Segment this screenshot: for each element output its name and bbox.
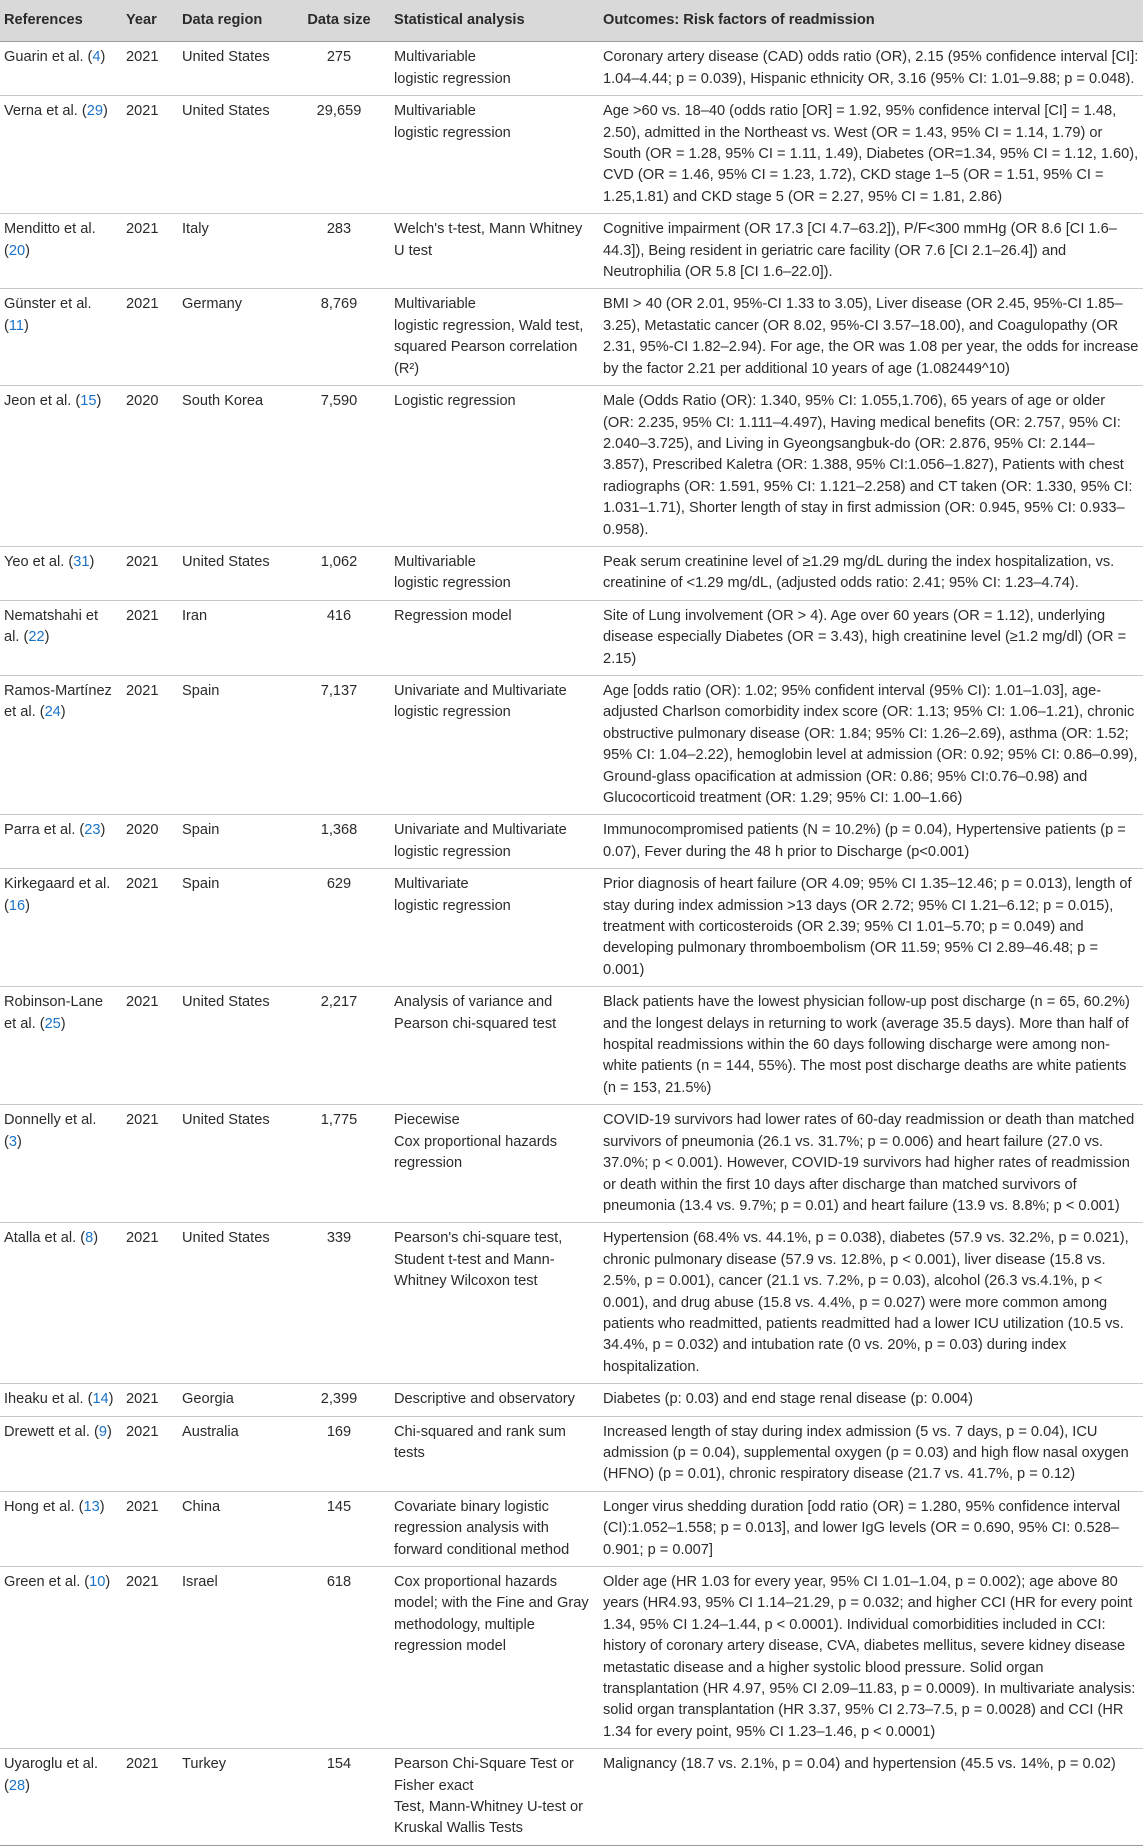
data-size-cell: 275 — [290, 42, 390, 96]
data-size-cell: 283 — [290, 214, 390, 289]
table-header — [0, 0, 1143, 42]
header-statistical-analysis: Statistical analysis — [390, 0, 599, 42]
table-row — [0, 1749, 1143, 1846]
data-region-cell: United States — [178, 42, 290, 96]
year-cell: 2021 — [122, 1567, 178, 1749]
reference-tail: ) — [100, 49, 106, 66]
reference-tail: ) — [102, 103, 108, 120]
data-size-cell: 2,217 — [290, 987, 390, 1105]
data-size-cell: 7,137 — [290, 675, 390, 814]
citation-link[interactable]: 4 — [92, 49, 101, 66]
reference-tail: ) — [100, 822, 106, 839]
header-data-region: Data region — [178, 0, 290, 42]
citation-link[interactable]: 10 — [89, 1574, 106, 1590]
reference-tail: ) — [108, 1391, 114, 1408]
statistical-analysis-cell: Cox proportional hazards model; with the Fine and Gray methodology, multiple regression model — [390, 1567, 599, 1749]
data-size-cell: 2,399 — [290, 1384, 390, 1416]
statistical-analysis-cell: Univariate and Multivariate logistic regression — [390, 815, 599, 869]
year-cell: 2020 — [122, 815, 178, 869]
reference-cell — [0, 1749, 122, 1846]
year-cell: 2021 — [122, 600, 178, 675]
statistical-analysis-cell: Pearson Chi-Square Test or Fisher exact Test, Mann-Whitney U-test or Kruskal Wallis Tests — [390, 1749, 599, 1846]
table-row — [0, 815, 1143, 869]
reference-author: Menditto et al. ( — [4, 221, 96, 259]
header-row — [0, 0, 1143, 42]
table-row — [0, 1223, 1143, 1384]
data-size-cell: 416 — [290, 600, 390, 675]
reference-author: Robinson-Lane et al. ( — [4, 994, 103, 1032]
outcomes-cell: Longer virus shedding duration [odd ratio (OR) = 1.280, 95% confidence interval (CI):1.052–1.558; p = 0.013], and lower IgG levels (OR = 0.690, 95% CI: 0.528–0.901; p = 0.007] — [599, 1491, 1143, 1566]
reference-tail: ) — [89, 553, 95, 570]
citation-link[interactable]: 8 — [85, 1230, 94, 1247]
data-region-cell: United States — [178, 96, 290, 214]
citation-link[interactable]: 9 — [98, 1423, 108, 1440]
statistical-analysis-cell: Piecewise Cox proportional hazards regression — [390, 1105, 599, 1223]
header-outcomes: Outcomes: Risk factors of readmission — [599, 0, 1143, 42]
year-cell: 2021 — [122, 675, 178, 814]
data-size-cell: 29,659 — [290, 96, 390, 214]
statistical-analysis-cell: Multivariable logistic regression — [390, 546, 599, 600]
reference-cell — [0, 600, 122, 675]
table-row — [0, 1491, 1143, 1566]
year-cell: 2021 — [122, 1223, 178, 1384]
reference-author: Hong et al. ( — [4, 1498, 84, 1515]
outcomes-cell: Age >60 vs. 18–40 (odds ratio [OR] = 1.92, 95% confidence interval [CI] = 1.48, 2.50), admitted in the Northeast vs. West (OR = 1.43, 95% CI = 1.14, 1.79) or South (OR = 1.28, 95% CI = 1.11, 1.49), Diabetes (OR=1.34, 95% CI = 1.12, 1.60), CVD (OR = 1.46, 95% CI = 1.23, 1.72), CKD stage 1–5 (OR = 1.51, 95% CI = 1.25,1.81) and CKD stage 5 (OR = 2.27, 95% CI = 1.81, 2.86) — [599, 96, 1143, 214]
year-cell: 2020 — [122, 386, 178, 547]
data-region-cell: United States — [178, 1223, 290, 1384]
data-region-cell: Israel — [178, 1567, 290, 1749]
outcomes-cell: Site of Lung involvement (OR > 4). Age over 60 years (OR = 1.12), underlying disease especially Diabetes (OR = 3.43), high creatinine level (≥1.2 mg/dl) (OR = 2.15) — [599, 600, 1143, 675]
citation-link[interactable]: 3 — [8, 1133, 17, 1150]
reference-author: Jeon et al. ( — [4, 393, 81, 410]
statistical-analysis-cell: Univariate and Multivariate logistic regression — [390, 675, 599, 814]
data-region-cell: China — [178, 1491, 290, 1566]
year-cell: 2021 — [122, 1749, 178, 1846]
reference-author: Parra et al. ( — [4, 822, 85, 839]
statistical-analysis-cell: Multivariate logistic regression — [390, 869, 599, 987]
reference-tail: ) — [107, 1423, 112, 1440]
data-region-cell: Georgia — [178, 1384, 290, 1416]
table-row — [0, 675, 1143, 814]
reference-tail: ) — [24, 317, 29, 334]
data-size-cell: 618 — [290, 1567, 390, 1749]
reference-cell — [0, 1384, 122, 1416]
reference-author: Green et al. ( — [4, 1574, 90, 1590]
reference-cell — [0, 1567, 122, 1749]
statistical-analysis-cell: Pearson's chi-square test, Student t-test and Mann-Whitney Wilcoxon test — [390, 1223, 599, 1384]
table-row — [0, 1416, 1143, 1491]
citation-link[interactable]: 15 — [80, 393, 97, 410]
reference-cell — [0, 675, 122, 814]
citation-link[interactable]: 31 — [73, 553, 90, 570]
reference-tail: ) — [60, 1015, 66, 1032]
statistical-analysis-cell: Multivariable logistic regression, Wald test, squared Pearson correlation (R²) — [390, 289, 599, 386]
data-size-cell: 154 — [290, 1749, 390, 1846]
reference-cell — [0, 1416, 122, 1491]
table-row — [0, 96, 1143, 214]
reference-tail: ) — [25, 1777, 30, 1794]
reference-tail: ) — [25, 897, 30, 914]
reference-cell — [0, 1223, 122, 1384]
reference-cell — [0, 869, 122, 987]
table-body — [0, 42, 1143, 1845]
outcomes-cell: Older age (HR 1.03 for every year, 95% CI 1.01–1.04, p = 0.002); age above 80 years (HR4.93, 95% CI 1.14–21.29, p = 0.032; and higher CCI (HR for every point 1.34, 95% CI 1.24–1.44, p < 0.0001). Individual comorbidities included in CCI: history of coronary artery disease, CVA, diabetes mellitus, severe kidney disease metastatic disease and a higher systolic blood pressure. Solid organ transplantation (HR 4.97, 95% CI 2.09–11.83, p = 0.0009). In multivariate analysis: solid organ transplantation (HR 3.37, 95% CI 2.73–7.5, p = 0.0028) and CCI (HR 1.34 for every point, 95% CI 1.23–1.46, p < 0.0001) — [599, 1567, 1143, 1749]
reference-tail: ) — [96, 393, 102, 410]
data-region-cell: South Korea — [178, 386, 290, 547]
data-size-cell: 339 — [290, 1223, 390, 1384]
data-region-cell: Spain — [178, 815, 290, 869]
table-row — [0, 386, 1143, 547]
statistical-analysis-cell: Multivariable logistic regression — [390, 96, 599, 214]
reference-author: Kirkegaard et al. ( — [4, 876, 111, 914]
reference-tail: ) — [99, 1498, 105, 1515]
statistical-analysis-cell: Covariate binary logistic regression analysis with forward conditional method — [390, 1491, 599, 1566]
data-size-cell: 1,062 — [290, 546, 390, 600]
reference-author: Drewett et al. ( — [4, 1423, 99, 1440]
year-cell: 2021 — [122, 1384, 178, 1416]
table-row — [0, 1105, 1143, 1223]
citation-link[interactable]: 11 — [8, 317, 25, 334]
outcomes-cell: Hypertension (68.4% vs. 44.1%, p = 0.038), diabetes (57.9 vs. 32.2%, p = 0.021), chronic pulmonary disease (57.9 vs. 12.8%, p < 0.001), liver disease (15.8 vs. 2.5%, p = 0.001), cancer (21.1 vs. 7.2%, p = 0.03), alcohol (26.3 vs.4.1%, p < 0.001), and drug abuse (15.8 vs. 4.4%, p = 0.027) were more common among patients who readmitted, patients readmitted had a lower ICU utilization (10.5 vs. 34.4%, p = 0.032) and intubation rate (0 vs. 20%, p = 0.03) during index hospitalization. — [599, 1223, 1143, 1384]
year-cell: 2021 — [122, 1416, 178, 1491]
table-row — [0, 1384, 1143, 1416]
header-references: References — [0, 0, 122, 42]
citation-link[interactable]: 13 — [83, 1498, 100, 1515]
table-row — [0, 546, 1143, 600]
reference-author: Guarin et al. ( — [4, 49, 93, 66]
data-region-cell: Italy — [178, 214, 290, 289]
reference-tail: ) — [93, 1230, 99, 1247]
year-cell: 2021 — [122, 546, 178, 600]
statistical-analysis-cell: Regression model — [390, 600, 599, 675]
reference-tail: ) — [25, 242, 30, 259]
table-row — [0, 600, 1143, 675]
data-region-cell: Australia — [178, 1416, 290, 1491]
outcomes-cell: BMI > 40 (OR 2.01, 95%-CI 1.33 to 3.05), Liver disease (OR 2.45, 95%-CI 1.85–3.25), Metastatic cancer (OR 8.02, 95%-CI 3.57–18.00), and Coagulopathy (OR 2.31, 95%-CI 1.82–2.94). For age, the OR was 1.08 per year, the odds for increase by the factor 2.21 per additional 10 years of age (1.082449^10) — [599, 289, 1143, 386]
reference-cell — [0, 214, 122, 289]
reference-author: Uyaroglu et al. ( — [4, 1756, 99, 1794]
outcomes-cell: Peak serum creatinine level of ≥1.29 mg/dL during the index hospitalization, vs. creatinine of <1.29 mg/dL, (adjusted odds ratio: 2.41; 95% CI: 1.23–4.74). — [599, 546, 1143, 600]
year-cell: 2021 — [122, 96, 178, 214]
reference-cell — [0, 1105, 122, 1223]
outcomes-cell: COVID-19 survivors had lower rates of 60-day readmission or death than matched survivors of pneumonia (26.1 vs. 31.7%; p = 0.006) and heart failure (27.0 vs. 37.0%; p < 0.001). However, COVID-19 survivors had higher rates of readmission or death within the first 10 days after discharge than matched survivors of pneumonia (13.4 vs. 9.7%; p = 0.01) and heart failure (13.9 vs. 8.8%; p < 0.001) — [599, 1105, 1143, 1223]
header-data-size: Data size — [290, 0, 390, 42]
citation-link[interactable]: 16 — [8, 897, 26, 914]
reference-author: Verna et al. ( — [4, 103, 87, 120]
data-size-cell: 7,590 — [290, 386, 390, 547]
citation-link[interactable]: 14 — [92, 1391, 109, 1408]
data-region-cell: United States — [178, 1105, 290, 1223]
reference-author: Günster et al. ( — [4, 296, 92, 334]
citation-link[interactable]: 22 — [28, 629, 45, 646]
data-size-cell: 8,769 — [290, 289, 390, 386]
data-region-cell: Turkey — [178, 1749, 290, 1846]
reference-cell — [0, 386, 122, 547]
citation-link[interactable]: 24 — [44, 704, 61, 721]
table-row — [0, 42, 1143, 96]
citation-link[interactable]: 25 — [44, 1015, 61, 1032]
statistical-analysis-cell: Logistic regression — [390, 386, 599, 547]
reference-tail: ) — [17, 1133, 22, 1150]
data-region-cell: Germany — [178, 289, 290, 386]
reference-cell — [0, 289, 122, 386]
outcomes-cell: Cognitive impairment (OR 17.3 [CI 4.7–63.2]), P/F<300 mmHg (OR 8.6 [CI 1.6–44.3]), Being resident in geriatric care facility (OR 7.6 [CI 2.1–26.4]) and Neutrophilia (OR 5.8 [CI 1.6–22.0]). — [599, 214, 1143, 289]
outcomes-cell: Prior diagnosis of heart failure (OR 4.09; 95% CI 1.35–12.46; p = 0.013), length of stay during index admission >13 days (OR 2.72; 95% CI 1.21–6.12; p = 0.015), treatment with corticosteroids (OR 2.39; 95% CI 1.01–5.70; p = 0.049) and developing pulmonary thromboembolism (OR 11.59; 95% CI 2.89–46.48; p = 0.001) — [599, 869, 1143, 987]
statistical-analysis-cell: Welch's t-test, Mann Whitney U test — [390, 214, 599, 289]
data-size-cell: 629 — [290, 869, 390, 987]
statistical-analysis-cell: Analysis of variance and Pearson chi-squared test — [390, 987, 599, 1105]
reference-cell — [0, 815, 122, 869]
statistical-analysis-cell: Descriptive and observatory — [390, 1384, 599, 1416]
statistical-analysis-cell: Multivariable logistic regression — [390, 42, 599, 96]
citation-link[interactable]: 20 — [8, 242, 26, 259]
outcomes-cell: Age [odds ratio (OR): 1.02; 95% confident interval (95% CI): 1.01–1.03], age-adjusted Charlson comorbidity index score (OR: 1.13; 95% CI: 1.06–1.21), chronic obstructive pulmonary disease (OR: 1.84; 95% CI: 1.26–2.69), asthma (OR: 1.52; 95% CI: 1.04–2.22), hemoglobin level at admission (OR: 0.92; 95% CI: 0.86–0.99), Ground-glass opacification at admission (OR: 0.86; 95% CI:0.76–0.98) and Glucocorticoid treatment (OR: 1.29; 95% CI: 1.00–1.66) — [599, 675, 1143, 814]
year-cell: 2021 — [122, 987, 178, 1105]
citation-link[interactable]: 23 — [84, 822, 101, 839]
table-row — [0, 1567, 1143, 1749]
reference-cell — [0, 42, 122, 96]
citation-link[interactable]: 28 — [8, 1777, 26, 1794]
table-row — [0, 214, 1143, 289]
outcomes-cell: Male (Odds Ratio (OR): 1.340, 95% CI: 1.055,1.706), 65 years of age or older (OR: 2.235, 95% CI: 1.111–4.497), Having medical benefits (OR: 2.757, 95% CI: 2.040–3.725), and Living in Gyeongsangbuk-do (OR: 2.876, 95% CI: 2.144–3.857), Prescribed Kaletra (OR: 1.388, 95% CI:1.056–1.827), Patients with chest radiographs (OR: 1.591, 95% CI: 1.121–2.258) and CT taken (OR: 1.330, 95% CI: 1.031–1.71), Shorter length of stay in first admission (OR: 0.945, 95% CI: 0.933–0.958). — [599, 386, 1143, 547]
statistical-analysis-cell: Chi-squared and rank sum tests — [390, 1416, 599, 1491]
table-row — [0, 289, 1143, 386]
year-cell: 2021 — [122, 1105, 178, 1223]
outcomes-cell: Diabetes (p: 0.03) and end stage renal disease (p: 0.004) — [599, 1384, 1143, 1416]
outcomes-cell: Immunocompromised patients (N = 10.2%) (p = 0.04), Hypertensive patients (p = 0.07), Fever during the 48 h prior to Discharge (p<0.001) — [599, 815, 1143, 869]
reference-tail: ) — [105, 1574, 111, 1590]
year-cell: 2021 — [122, 869, 178, 987]
outcomes-cell: Coronary artery disease (CAD) odds ratio (OR), 2.15 (95% confidence interval [CI]: 1.04–4.44; p = 0.039), Hispanic ethnicity OR, 3.16 (95% CI: 1.01–9.88; p = 0.048). — [599, 42, 1143, 96]
data-region-cell: Iran — [178, 600, 290, 675]
data-region-cell: Spain — [178, 675, 290, 814]
reference-cell — [0, 96, 122, 214]
reference-author: Atalla et al. ( — [4, 1230, 86, 1247]
header-year: Year — [122, 0, 178, 42]
reference-author: Iheaku et al. ( — [4, 1391, 93, 1408]
data-size-cell: 145 — [290, 1491, 390, 1566]
outcomes-cell: Increased length of stay during index admission (5 vs. 7 days, p = 0.04), ICU admission (p = 0.04), supplemental oxygen (p = 0.03) and high flow nasal oxygen (HFNO) (p = 0.01), chronic respiratory disease (21.7 vs. 41.7%, p = 0.12) — [599, 1416, 1143, 1491]
reference-author: Yeo et al. ( — [4, 553, 74, 570]
reference-tail: ) — [60, 704, 66, 721]
data-size-cell: 1,368 — [290, 815, 390, 869]
table-row — [0, 869, 1143, 987]
year-cell: 2021 — [122, 42, 178, 96]
table-row — [0, 987, 1143, 1105]
year-cell: 2021 — [122, 1491, 178, 1566]
reference-cell — [0, 1491, 122, 1566]
data-size-cell: 169 — [290, 1416, 390, 1491]
year-cell: 2021 — [122, 289, 178, 386]
reference-author: Nematshahi et al. ( — [4, 607, 99, 646]
reference-cell — [0, 546, 122, 600]
year-cell: 2021 — [122, 214, 178, 289]
citation-link[interactable]: 29 — [86, 103, 103, 120]
reference-author: Donnelly et al. ( — [4, 1112, 97, 1150]
reference-author: Ramos-Martínez et al. ( — [4, 682, 112, 721]
reference-tail: ) — [44, 629, 50, 646]
data-size-cell: 1,775 — [290, 1105, 390, 1223]
reference-cell — [0, 987, 122, 1105]
outcomes-cell: Malignancy (18.7 vs. 2.1%, p = 0.04) and hypertension (45.5 vs. 14%, p = 0.02) — [599, 1749, 1143, 1846]
data-region-cell: United States — [178, 987, 290, 1105]
outcomes-cell: Black patients have the lowest physician follow-up post discharge (n = 65, 60.2%) and the longest delays in returning to work (average 35.5 days). More than half of hospital readmissions within the 60 days following discharge were among non-white patients (n = 144, 55%). The most post discharge deaths are white patients (n = 153, 21.5%) — [599, 987, 1143, 1105]
data-region-cell: Spain — [178, 869, 290, 987]
data-region-cell: United States — [178, 546, 290, 600]
